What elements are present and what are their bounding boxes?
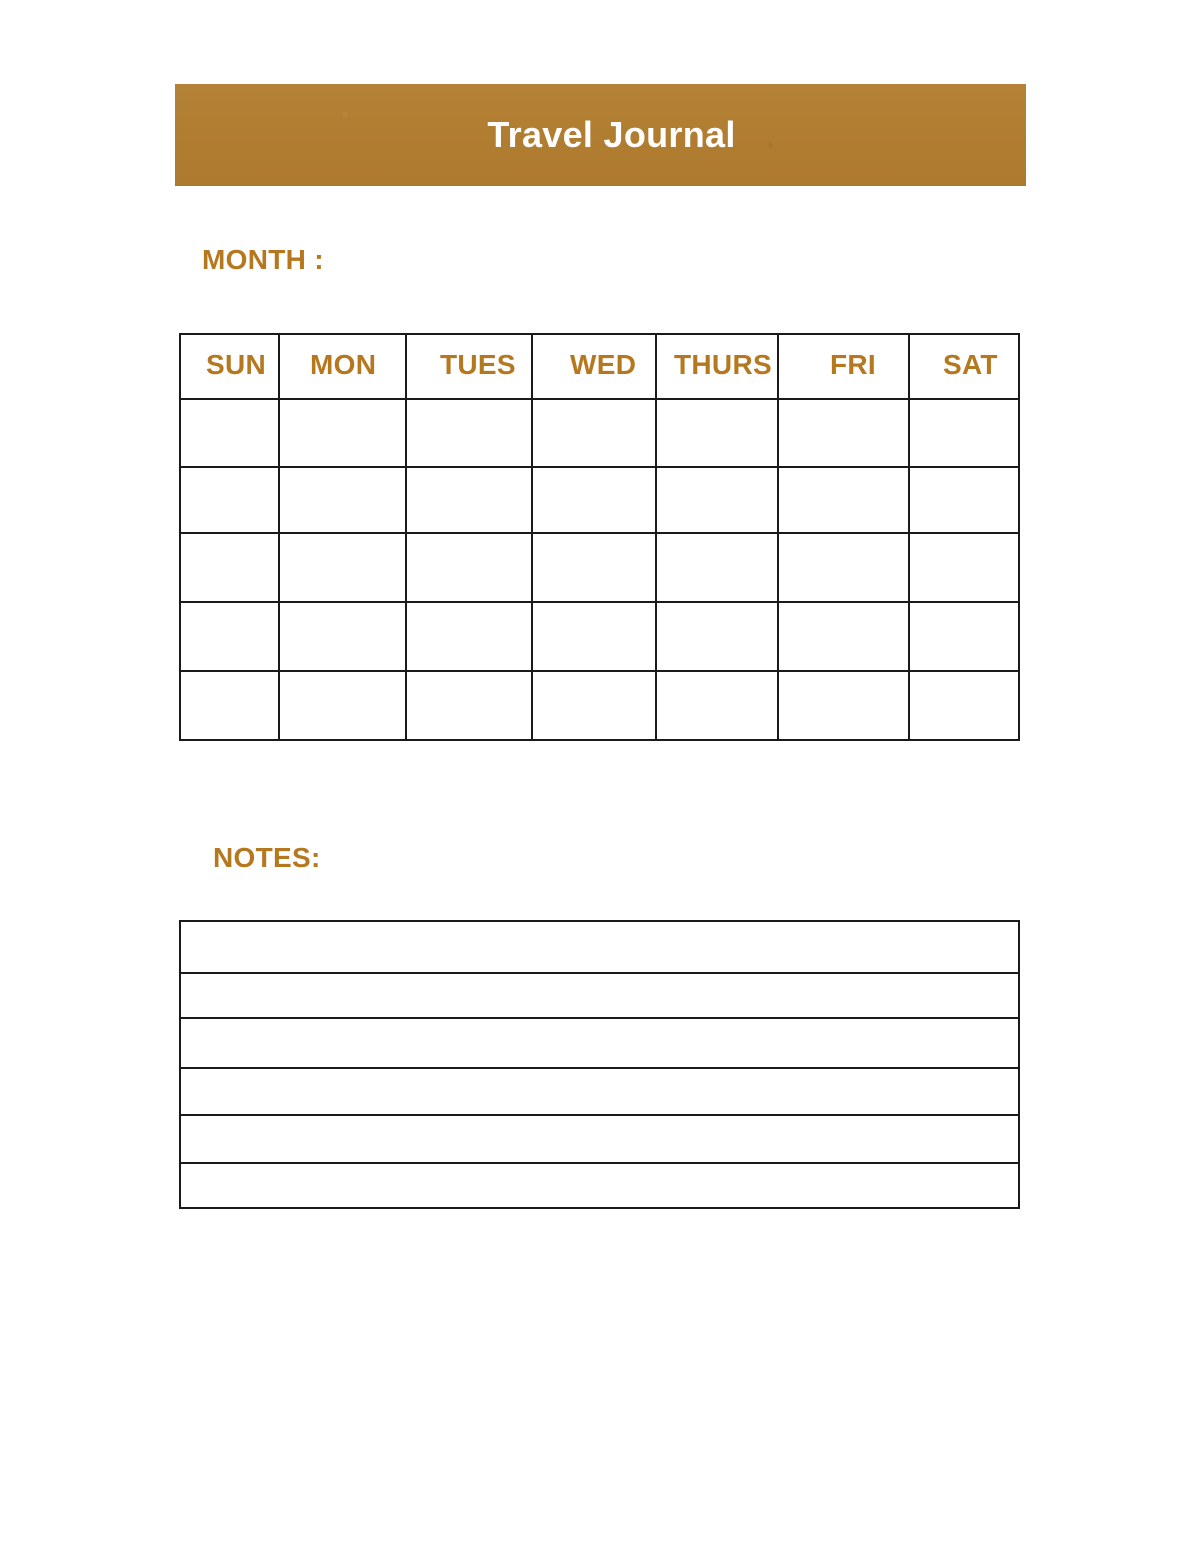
grid-divider	[181, 601, 1018, 603]
grid-divider	[531, 335, 533, 739]
note-line-divider	[181, 1162, 1018, 1164]
day-header-sat: SAT	[943, 349, 998, 380]
page-title: Travel Journal	[487, 114, 736, 155]
grid-divider	[777, 335, 779, 739]
title-banner	[175, 84, 1026, 186]
notes-table	[179, 920, 1020, 1209]
day-header-mon: MON	[310, 349, 377, 380]
notes-label: NOTES:	[213, 842, 321, 873]
grid-divider	[655, 335, 657, 739]
note-line-divider	[181, 972, 1018, 974]
grid-divider	[181, 532, 1018, 534]
month-label: MONTH :	[202, 244, 324, 275]
grid-divider	[181, 466, 1018, 468]
grid-divider	[181, 670, 1018, 672]
day-header-fri: FRI	[830, 349, 877, 380]
day-header-sun: SUN	[206, 349, 267, 380]
grid-divider	[278, 335, 280, 739]
day-header-thurs: THURS	[674, 349, 772, 380]
day-header-tues: TUES	[440, 349, 516, 380]
note-line-divider	[181, 1017, 1018, 1019]
note-line-divider	[181, 1067, 1018, 1069]
note-line-divider	[181, 1114, 1018, 1116]
grid-divider	[181, 398, 1018, 400]
grid-divider	[405, 335, 407, 739]
day-header-wed: WED	[570, 349, 637, 380]
grid-divider	[908, 335, 910, 739]
calendar-grid	[179, 333, 1020, 741]
